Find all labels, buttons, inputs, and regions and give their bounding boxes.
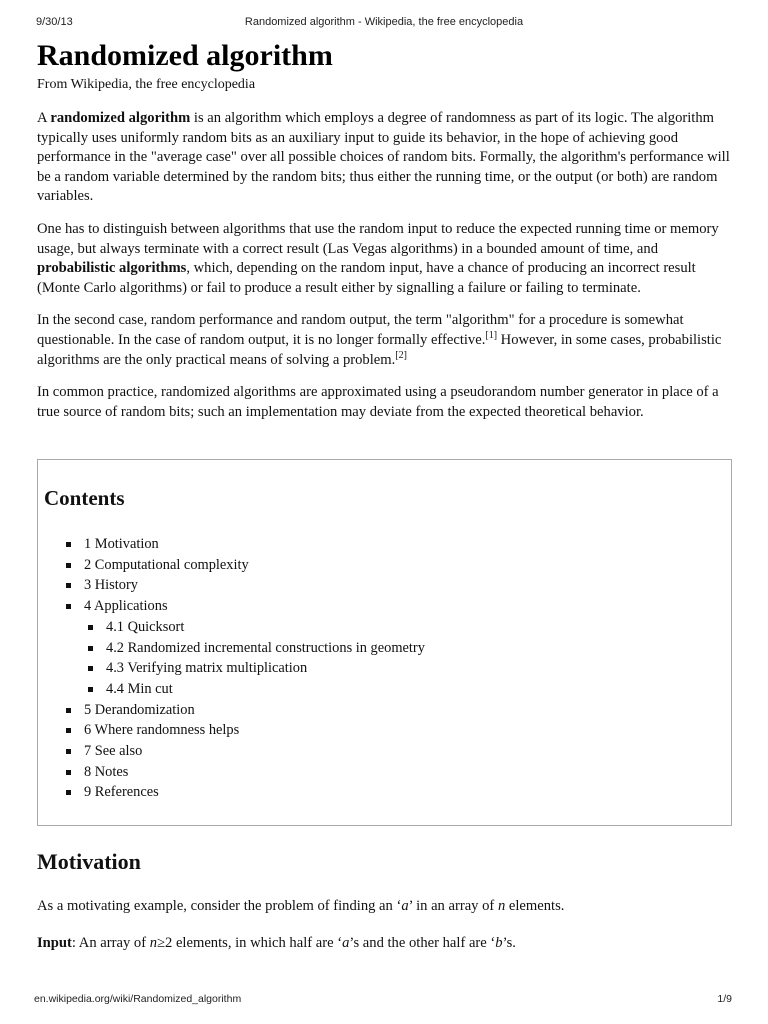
- text-run: , which, depending on the random input, have a chance of producing an incorrect result (Monte Carlo algorithms) or fail to produce a result either by signalling a failure or failing to terminate.: [37, 260, 696, 296]
- bullet-icon: [66, 770, 71, 775]
- bullet-icon: [88, 666, 93, 671]
- text-run: ’ in an array of: [408, 898, 498, 914]
- toc-item-quicksort[interactable]: [88, 617, 425, 638]
- term-randomized-algorithm: randomized algorithm: [50, 110, 191, 126]
- reference-link-2[interactable]: [2]: [395, 349, 407, 361]
- toc-item-motivation[interactable]: [66, 534, 425, 555]
- article-content: [37, 37, 734, 951]
- intro-paragraph-1: [37, 109, 734, 207]
- toc-item-label: 7 See also: [84, 743, 143, 760]
- bullet-icon: [66, 728, 71, 733]
- toc-item-min-cut[interactable]: [88, 679, 425, 700]
- text-run: In the second case, random performance and random output, the term "algorithm" for a procedure is somewhat questionable. In the case of random output, it is no longer formally effective.: [37, 312, 684, 348]
- toc-item-verifying-matrix-multiplication[interactable]: [88, 658, 425, 679]
- bullet-icon: [66, 563, 71, 568]
- toc-item-randomized-incremental-constructions[interactable]: [88, 638, 425, 659]
- text-run: One has to distinguish between algorithms that use the random input to reduce the expected running time or memory usage, but always terminate with a correct result (Las Vegas algorithms) in a bounded amount of time, and: [37, 220, 719, 257]
- motivation-paragraph-2: [37, 934, 734, 954]
- intro-paragraph-2: [37, 220, 734, 298]
- text-run: However, in some cases, probabilistic algorithms are the only practical means of solving a problem.: [37, 331, 722, 368]
- toc-item-where-randomness-helps[interactable]: [66, 720, 425, 741]
- toc-item-applications[interactable]: [66, 596, 425, 617]
- reference-link-1[interactable]: [1]: [485, 330, 498, 342]
- toc-item-label: 4 Applications: [84, 598, 168, 615]
- bullet-icon: [66, 790, 71, 795]
- toc-item-see-also[interactable]: [66, 741, 425, 762]
- math-var: n: [149, 935, 157, 951]
- toc-item-label: 4.2 Randomized incremental constructions in geometry: [106, 639, 425, 656]
- math-var: a: [401, 898, 409, 914]
- text-run: ’s and the other half are ‘: [349, 935, 496, 951]
- text-run: ’s.: [502, 935, 516, 951]
- term-probabilistic-algorithms: probabilistic algorithms: [37, 260, 187, 277]
- page-number: 1/9: [717, 993, 732, 1005]
- page-url: en.wikipedia.org/wiki/Randomized_algorithm: [34, 993, 242, 1005]
- toc-item-label: 6 Where randomness helps: [84, 722, 240, 739]
- toc-sublist: [88, 617, 425, 700]
- bullet-icon: [66, 583, 71, 588]
- toc-title: Contents: [44, 486, 125, 510]
- intro-paragraph-3: [37, 311, 734, 370]
- motivation-paragraph-1: [37, 897, 734, 917]
- section-heading-motivation: Motivation: [37, 849, 141, 874]
- toc-sublist-container: [66, 617, 425, 700]
- toc-item-label: 2 Computational complexity: [84, 556, 249, 573]
- bullet-icon: [88, 625, 93, 630]
- text-run: elements.: [505, 898, 565, 914]
- toc-item-history[interactable]: [66, 575, 425, 596]
- bullet-icon: [66, 708, 71, 713]
- intro-paragraph-4: In common practice, randomized algorithms are approximated using a pseudorandom number generator in place of a true source of random bits; such an implementation may deviate from the expected theoretical behavior.: [37, 384, 719, 420]
- bullet-icon: [88, 646, 93, 651]
- toc-item-label: 4.3 Verifying matrix multiplication: [106, 660, 308, 677]
- math-var: n: [497, 898, 506, 914]
- toc-item-label: 8 Notes: [84, 763, 129, 780]
- toc-list: [66, 534, 425, 803]
- text-run: : An array of: [71, 935, 150, 951]
- text-run: As a motivating example, consider the problem of finding an ‘: [37, 898, 402, 914]
- toc-item-label: 1 Motivation: [84, 536, 159, 552]
- page-title: Randomized algorithm: [37, 39, 333, 72]
- math-var: a: [342, 935, 350, 951]
- bullet-icon: [88, 687, 93, 692]
- math-var: b: [495, 935, 503, 951]
- toc-item-derandomization[interactable]: [66, 700, 425, 721]
- input-label: Input: [37, 935, 72, 951]
- text-run: A: [37, 110, 51, 126]
- bullet-icon: [66, 542, 71, 547]
- table-of-contents: [37, 459, 732, 826]
- toc-item-notes[interactable]: [66, 762, 425, 783]
- toc-item-label: 4.4 Min cut: [106, 680, 173, 697]
- toc-item-references[interactable]: [66, 782, 425, 803]
- print-page-title: Randomized algorithm - Wikipedia, the free encyclopedia: [244, 16, 524, 28]
- print-date: 9/30/13: [36, 16, 73, 28]
- toc-item-computational-complexity[interactable]: [66, 555, 425, 576]
- text-run: ≥2 elements, in which half are ‘: [157, 935, 343, 951]
- tagline: From Wikipedia, the free encyclopedia: [37, 77, 256, 92]
- toc-item-label: 9 References: [84, 784, 159, 801]
- bullet-icon: [66, 604, 71, 609]
- toc-item-label: 3 History: [84, 577, 138, 594]
- bullet-icon: [66, 749, 71, 754]
- text-run: is an algorithm which employs a degree of randomness as part of its logic. The algorithm typically uses uniformly random bits as an auxiliary input to guide its behavior, in the hope of achieving good performance in the "average case" over all possible choices of random bits. Formally, the algorithm's performance will be a random variable determined by the random bits; thus either the running time, or the output (or both) are random variables.: [37, 110, 730, 205]
- toc-item-label: 4.1 Quicksort: [106, 618, 185, 635]
- toc-item-label: 5 Derandomization: [84, 701, 195, 718]
